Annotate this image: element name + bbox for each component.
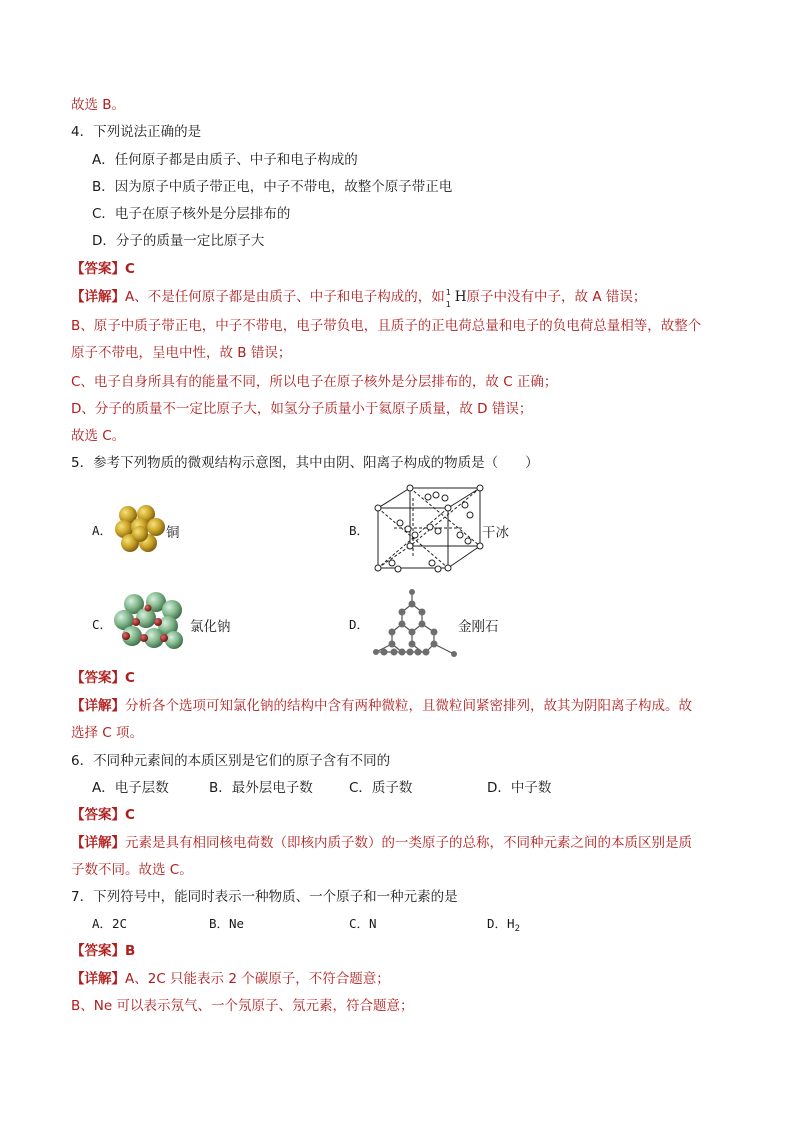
question-5-option-d-name: 金刚石: [458, 619, 499, 635]
explanation-7-line-b: B、Ne 可以表示氖气、一个氖原子、氖元素，符合题意；: [71, 998, 414, 1014]
explanation-4-text-a2: 原子中没有中子，故 A 错误；: [466, 289, 647, 305]
question-4-option-b: B．因为原子中质子带正电，中子不带电，故整个原子带正电: [92, 179, 453, 195]
question-5-option-a-name: 铜: [166, 525, 180, 541]
sodium-chloride-structure-image: [112, 592, 184, 652]
question-6: 6．不同种元素间的本质区别是它们的原子含有不同的: [71, 753, 391, 769]
explanation-4-conclusion: 故选 C。: [71, 428, 126, 444]
explanation-5-line-1: [71, 696, 692, 716]
explanation-4-line-b1: B、原子中质子带正电，中子不带电，电子带负电，且质子的正电荷总量和电子的负电荷总量相等，故整个: [71, 318, 702, 334]
isotope-element: H: [454, 289, 467, 305]
explanation-4-line-d: D、分子的质量不一定比原子大，如氢分子质量小于氦原子质量，故 D 错误；: [71, 401, 533, 417]
explanation-7-text-a: A、2C 只能表示 2 个碳原子，不符合题意；: [125, 971, 390, 987]
explanation-4-line-a: [71, 287, 646, 307]
explanation-tag: 【详解】: [71, 835, 125, 851]
question-7-option-d-subscript: 2: [514, 924, 520, 934]
explanation-6-line-1: [71, 833, 692, 853]
explanation-6-line-2: 子数不同。故选 C。: [71, 862, 193, 878]
explanation-6-text-1: 元素是具有相同核电荷数（即核内质子数）的一类原子的总称，不同种元素之间的本质区别是质: [125, 835, 692, 851]
answer-4: 【答案】C: [71, 261, 135, 277]
explanation-5-text-1: 分析各个选项可知氯化钠的结构中含有两种微粒，且微粒间紧密排列，故其为阴阳离子构成。故: [125, 698, 692, 714]
question-6-option-a: A．电子层数: [92, 780, 169, 796]
question-5-option-c-name: 氯化钠: [190, 619, 231, 635]
question-4-option-a: A．任何原子都是由质子、中子和电子构成的: [92, 152, 358, 168]
question-7: 7．下列符号中，能同时表示一种物质、一个原子和一种元素的是: [71, 889, 458, 905]
question-7-option-b: B．Ne: [209, 916, 245, 931]
question-4-option-d: D．分子的质量一定比原子大: [92, 233, 265, 249]
isotope-notation: [445, 288, 455, 309]
question-7-option-d: [487, 914, 520, 939]
question-6-option-b: B．最外层电子数: [209, 780, 313, 796]
explanation-tag: 【详解】: [71, 971, 125, 987]
dry-ice-structure-image: [370, 483, 482, 575]
isotope-mass-number: 1: [445, 288, 451, 297]
answer-7: 【答案】B: [71, 943, 136, 959]
explanation-7-line-a: [71, 969, 390, 989]
question-5-option-b-label: B．: [349, 523, 370, 538]
question-7-option-d-text: D．H: [487, 916, 515, 931]
isotope-atomic-number: 1: [445, 300, 451, 309]
question-6-option-c: C．质子数: [349, 780, 413, 796]
explanation-4-line-b2: 原子不带电，呈电中性，故 B 错误；: [71, 345, 292, 361]
explanation-4-line-c: C、电子自身所具有的能量不同，所以电子在原子核外是分层排布的，故 C 正确；: [71, 374, 558, 390]
question-7-option-c: C．N: [349, 916, 377, 931]
explanation-4-text-a1: A、不是任何原子都是由质子、中子和电子构成的，如: [125, 289, 445, 305]
question-4: 4．下列说法正确的是: [71, 124, 202, 140]
answer-5: 【答案】C: [71, 670, 135, 686]
explanation-tag: 【详解】: [71, 289, 125, 305]
diamond-structure-image: [370, 586, 460, 660]
question-5-option-c-label: C．: [92, 617, 113, 632]
question-5: 5．参考下列物质的微观结构示意图，其中由阴、阳离子构成的物质是（ ）: [71, 455, 539, 471]
question-5-option-a-label: A．: [92, 523, 113, 538]
answer-6: 【答案】C: [71, 807, 135, 823]
explanation-5-line-2: 选择 C 项。: [71, 725, 144, 741]
question-7-option-a: A．2C: [92, 916, 128, 931]
question-5-option-b-name: 干冰: [482, 525, 509, 541]
question-4-option-c: C．电子在原子核外是分层排布的: [92, 206, 291, 222]
copper-structure-image: [112, 503, 168, 555]
prev-answer-conclusion: 故选 B。: [71, 97, 126, 113]
question-6-option-d: D．中子数: [487, 780, 552, 796]
explanation-tag: 【详解】: [71, 698, 125, 714]
question-5-option-d-label: D．: [349, 617, 370, 632]
